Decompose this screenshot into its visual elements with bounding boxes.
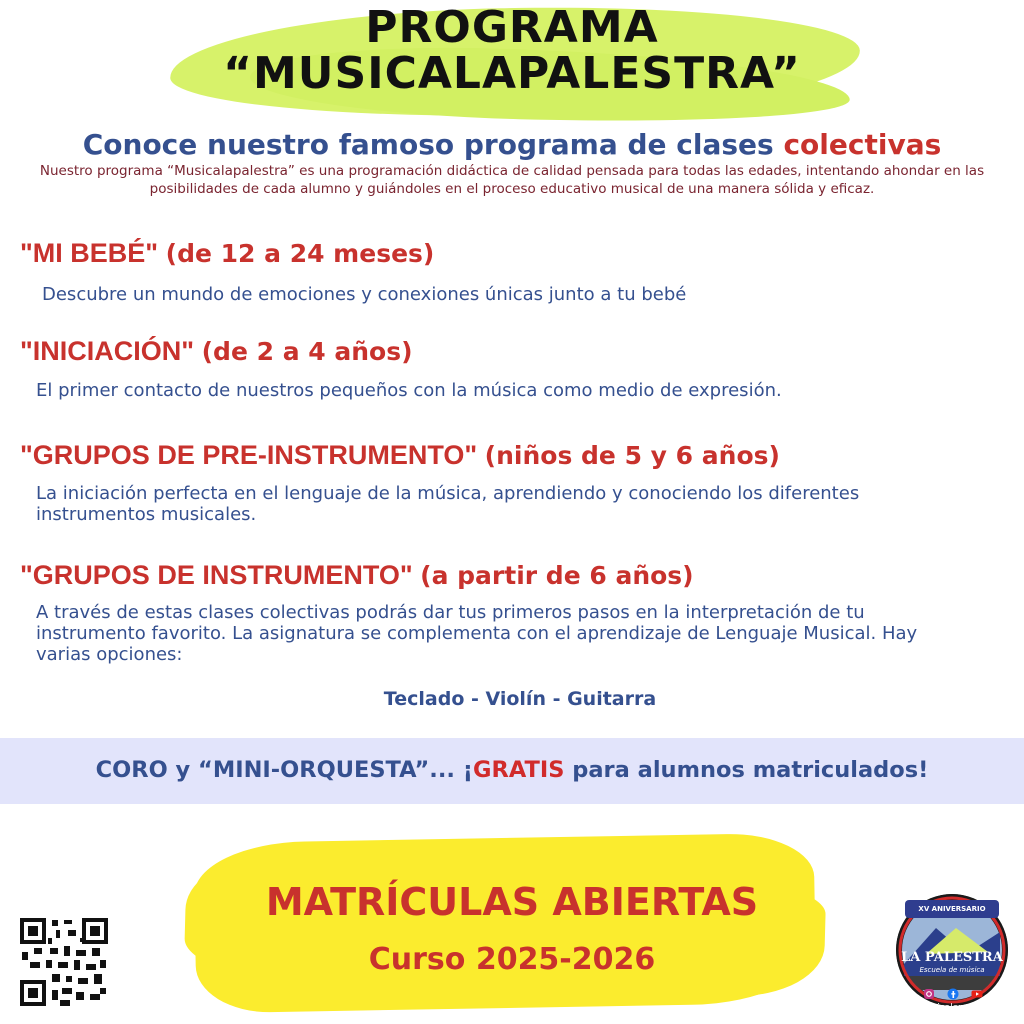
subtitle-main: Conoce nuestro famoso programa de clases <box>82 128 784 161</box>
section-name: "INICIACIÓN" <box>20 336 195 366</box>
section-name: "MI BEBÉ" <box>20 238 159 268</box>
page-title-line2: “MUSICALAPALESTRA” <box>223 48 801 99</box>
enrollment-course: Curso 2025-2026 <box>368 942 656 977</box>
section-age: (de 12 a 24 meses) <box>165 239 435 268</box>
section-iniciacion-heading <box>20 336 413 367</box>
banner-suffix: para alumnos matriculados! <box>564 757 929 783</box>
instagram-icon[interactable] <box>923 988 935 1000</box>
social-icons <box>923 987 983 1001</box>
logo-tagline: Escuela de música <box>919 966 985 974</box>
section-age: (niños de 5 y 6 años) <box>484 441 780 470</box>
logo-ribbon: XV ANIVERSARIO <box>905 900 999 918</box>
intro-text: Nuestro programa “Musicalapalestra” es una programación didáctica de calidad pensada para todas las edades, intentando ahondar en las posibilidades de cada alumno y guiándoles en el proceso educativo musical de una manera sólida y eficaz. <box>39 163 985 197</box>
section-iniciacion-description: El primer contacto de nuestros pequeños con la música como medio de expresión. <box>36 380 782 401</box>
banner-highlight: GRATIS <box>473 757 565 783</box>
page-title-line1: PROGRAMA <box>365 2 659 53</box>
section-pre-instrumento-description: La iniciación perfecta en el lenguaje de la música, aprendiendo y conociendo los diferentes instrumentos musicales. <box>36 483 860 525</box>
instrument-options: Teclado - Violín - Guitarra <box>383 688 657 710</box>
facebook-icon[interactable] <box>947 988 959 1000</box>
section-mi-bebe-heading <box>20 238 434 269</box>
free-activities-text <box>0 757 1024 783</box>
section-name: "GRUPOS DE INSTRUMENTO" <box>20 560 413 590</box>
social-handle[interactable]: @musicalapalestra <box>909 1003 995 1013</box>
section-age: (a partir de 6 años) <box>420 561 694 590</box>
logo-name: LA PALESTRA <box>901 950 1003 965</box>
section-instrumento-heading <box>20 560 694 591</box>
section-instrumento-description: A través de estas clases colectivas podrás dar tus primeros pasos en la interpretación de tu instrumento favorito. La asignatura se complementa con el aprendizaje de Lenguaje Musical. Hay varias opciones: <box>36 602 918 665</box>
section-mi-bebe-description: Descubre un mundo de emociones y conexiones únicas junto a tu bebé <box>42 284 687 305</box>
section-pre-instrumento-heading <box>20 440 780 471</box>
youtube-icon[interactable] <box>971 988 983 1000</box>
banner-prefix: CORO y “MINI-ORQUESTA”... ¡ <box>95 757 474 783</box>
enrollment-title: MATRÍCULAS ABIERTAS <box>265 880 759 924</box>
section-age: (de 2 a 4 años) <box>201 337 413 366</box>
qr-code-icon[interactable] <box>20 918 108 1006</box>
section-name: "GRUPOS DE PRE-INSTRUMENTO" <box>20 440 478 470</box>
subtitle-accent: colectivas <box>783 128 942 161</box>
subtitle <box>0 128 1024 161</box>
